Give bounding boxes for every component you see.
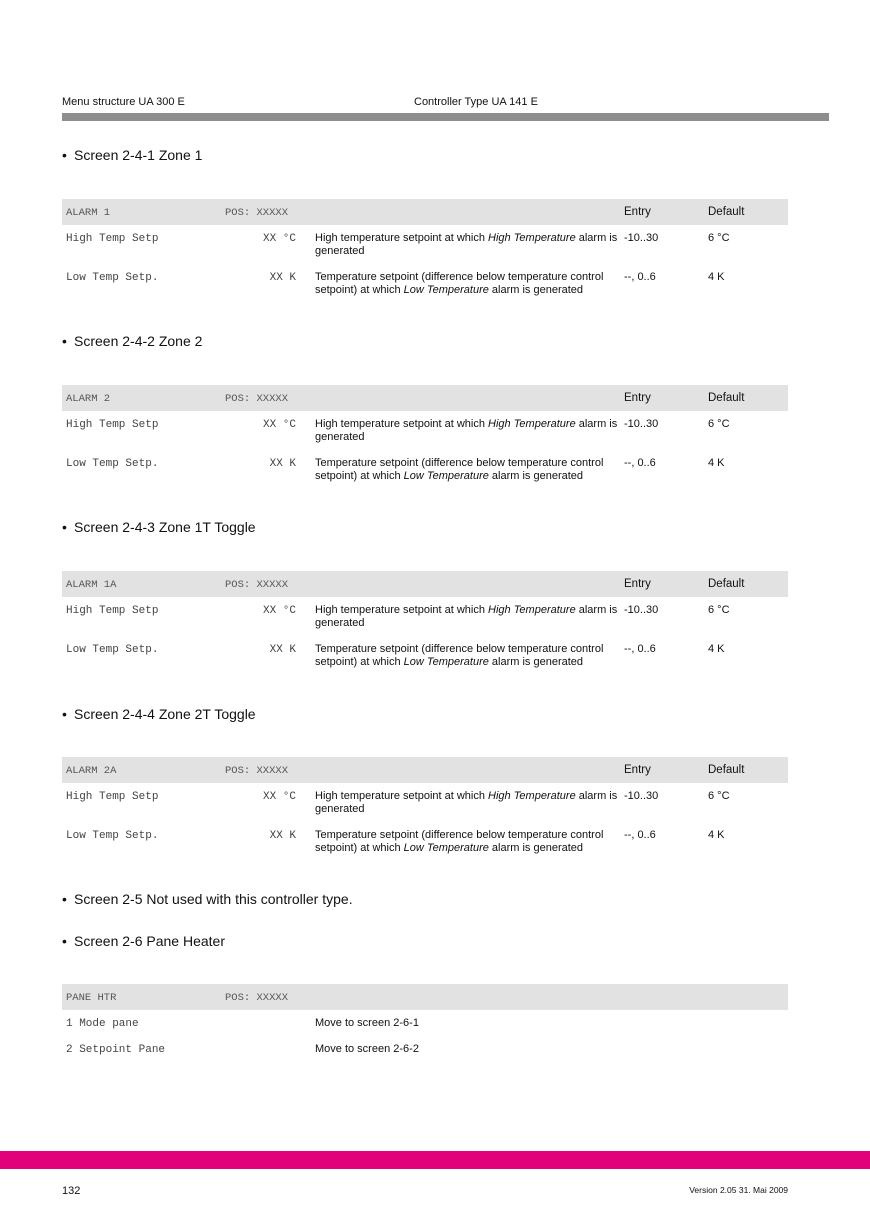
param-name: Low Temp Setp.	[66, 272, 159, 284]
param-default: 4 K	[708, 457, 725, 469]
alarm-table	[62, 199, 788, 303]
column-header-entry: Entry	[624, 392, 651, 404]
section-title-text: Screen 2-4-1 Zone 1	[74, 147, 203, 163]
footer-accent-bar	[0, 1151, 870, 1169]
table-row	[62, 783, 788, 822]
param-entry: --, 0..6	[624, 271, 656, 283]
param-entry: --, 0..6	[624, 829, 656, 841]
param-name: High Temp Setp	[66, 791, 159, 803]
column-header-default: Default	[708, 206, 745, 218]
param-description	[315, 232, 620, 258]
desc-emphasis: Low Temperature	[403, 284, 489, 296]
param-value: XX °C	[262, 605, 296, 617]
param-entry: -10..30	[624, 604, 659, 616]
param-value: XX °C	[262, 233, 296, 245]
desc-text: Temperature setpoint (difference below temperature control setpoint) at which	[315, 271, 604, 296]
column-header-default: Default	[708, 764, 745, 776]
table-row	[62, 225, 788, 264]
table-header	[62, 199, 788, 225]
table-header	[62, 385, 788, 411]
section-title-text: Screen 2-5 Not used with this controller type.	[74, 891, 353, 907]
param-description	[315, 790, 620, 816]
table-screen-name: ALARM 2	[66, 393, 111, 405]
desc-text: High temperature setpoint at which	[315, 604, 489, 616]
desc-emphasis: Low Temperature	[403, 842, 489, 854]
param-description	[315, 643, 620, 669]
desc-text: High temperature setpoint at which	[315, 790, 489, 802]
param-name: Low Temp Setp.	[66, 644, 159, 656]
section-title-2-6	[62, 933, 225, 949]
desc-emphasis: Low Temperature	[403, 656, 489, 668]
column-header-entry: Entry	[624, 578, 651, 590]
param-name: 1 Mode pane	[66, 1018, 139, 1030]
table-screen-name: ALARM 2A	[66, 765, 117, 777]
table-row	[62, 264, 788, 303]
param-default: 6 °C	[708, 604, 730, 616]
table-position: POS: XXXXX	[225, 765, 289, 777]
desc-text: High temperature setpoint at which	[315, 232, 489, 244]
section-title-text: Screen 2-6 Pane Heater	[74, 933, 225, 949]
pane-heater-table	[62, 984, 788, 1062]
desc-text-end: alarm is generated	[488, 842, 584, 854]
param-description	[315, 604, 620, 630]
table-screen-name: ALARM 1	[66, 207, 111, 219]
desc-text-end: alarm is generated	[315, 604, 618, 629]
header-title-left: Menu structure UA 300 E	[62, 96, 185, 108]
param-description	[315, 271, 620, 297]
param-value: XX K	[269, 458, 296, 470]
alarm-table	[62, 571, 788, 675]
table-screen-name: ALARM 1A	[66, 579, 117, 591]
param-entry: -10..30	[624, 232, 659, 244]
bullet-icon: •	[62, 891, 67, 907]
desc-emphasis: High Temperature	[488, 604, 576, 616]
desc-emphasis: Low Temperature	[403, 470, 489, 482]
param-entry: -10..30	[624, 790, 659, 802]
desc-emphasis: High Temperature	[488, 418, 576, 430]
param-value: XX °C	[262, 419, 296, 431]
section-title-text: Screen 2-4-3 Zone 1T Toggle	[74, 519, 256, 535]
section-title	[62, 706, 256, 722]
desc-text-end: alarm is generated	[315, 790, 618, 815]
param-entry: -10..30	[624, 418, 659, 430]
table-position: POS: XXXXX	[225, 992, 289, 1004]
param-default: 4 K	[708, 829, 725, 841]
param-name: High Temp Setp	[66, 419, 159, 431]
desc-text-end: alarm is generated	[488, 284, 584, 296]
desc-text: Temperature setpoint (difference below temperature control setpoint) at which	[315, 829, 604, 854]
desc-text: Temperature setpoint (difference below temperature control setpoint) at which	[315, 457, 604, 482]
alarm-table	[62, 757, 788, 861]
table-row	[62, 636, 788, 675]
desc-text-end: alarm is generated	[488, 656, 584, 668]
bullet-icon: •	[62, 519, 67, 535]
table-row	[62, 1036, 788, 1062]
param-value: XX K	[269, 272, 296, 284]
section-title	[62, 147, 202, 163]
table-header	[62, 757, 788, 783]
param-default: 6 °C	[708, 790, 730, 802]
param-entry: --, 0..6	[624, 643, 656, 655]
column-header-entry: Entry	[624, 206, 651, 218]
param-value: XX K	[269, 830, 296, 842]
param-value: XX °C	[262, 791, 296, 803]
table-screen-name: PANE HTR	[66, 992, 117, 1004]
param-name: High Temp Setp	[66, 233, 159, 245]
header-title-center: Controller Type UA 141 E	[414, 96, 538, 108]
version-info: Version 2.05 31. Mai 2009	[689, 1185, 788, 1195]
column-header-entry: Entry	[624, 764, 651, 776]
param-name: 2 Setpoint Pane	[66, 1044, 166, 1056]
section-title-2-5	[62, 891, 353, 907]
param-default: 4 K	[708, 643, 725, 655]
param-description	[315, 418, 620, 444]
table-row	[62, 597, 788, 636]
param-description	[315, 457, 620, 483]
table-header	[62, 984, 788, 1010]
section-title	[62, 333, 202, 349]
header-divider	[62, 113, 829, 121]
param-value: XX K	[269, 644, 296, 656]
bullet-icon: •	[62, 933, 67, 949]
column-header-default: Default	[708, 392, 745, 404]
table-header	[62, 571, 788, 597]
bullet-icon: •	[62, 333, 67, 349]
table-position: POS: XXXXX	[225, 207, 289, 219]
param-default: 6 °C	[708, 418, 730, 430]
param-name: Low Temp Setp.	[66, 830, 159, 842]
table-position: POS: XXXXX	[225, 393, 289, 405]
alarm-table	[62, 385, 788, 489]
desc-emphasis: High Temperature	[488, 790, 576, 802]
section-title-text: Screen 2-4-4 Zone 2T Toggle	[74, 706, 256, 722]
table-row	[62, 411, 788, 450]
param-default: 6 °C	[708, 232, 730, 244]
column-header-default: Default	[708, 578, 745, 590]
param-default: 4 K	[708, 271, 725, 283]
param-description: Move to screen 2-6-2	[315, 1043, 419, 1055]
desc-text: High temperature setpoint at which	[315, 418, 489, 430]
param-description	[315, 829, 620, 855]
section-title	[62, 519, 256, 535]
desc-text-end: alarm is generated	[315, 418, 618, 443]
desc-text-end: alarm is generated	[488, 470, 584, 482]
desc-text-end: alarm is generated	[315, 232, 618, 257]
table-position: POS: XXXXX	[225, 579, 289, 591]
table-row	[62, 1010, 788, 1036]
param-entry: --, 0..6	[624, 457, 656, 469]
param-name: High Temp Setp	[66, 605, 159, 617]
table-row	[62, 822, 788, 861]
desc-emphasis: High Temperature	[488, 232, 576, 244]
bullet-icon: •	[62, 147, 67, 163]
section-title-text: Screen 2-4-2 Zone 2	[74, 333, 203, 349]
param-name: Low Temp Setp.	[66, 458, 159, 470]
bullet-icon: •	[62, 706, 67, 722]
page-number: 132	[62, 1185, 81, 1197]
param-description: Move to screen 2-6-1	[315, 1017, 419, 1029]
desc-text: Temperature setpoint (difference below temperature control setpoint) at which	[315, 643, 604, 668]
table-row	[62, 450, 788, 489]
